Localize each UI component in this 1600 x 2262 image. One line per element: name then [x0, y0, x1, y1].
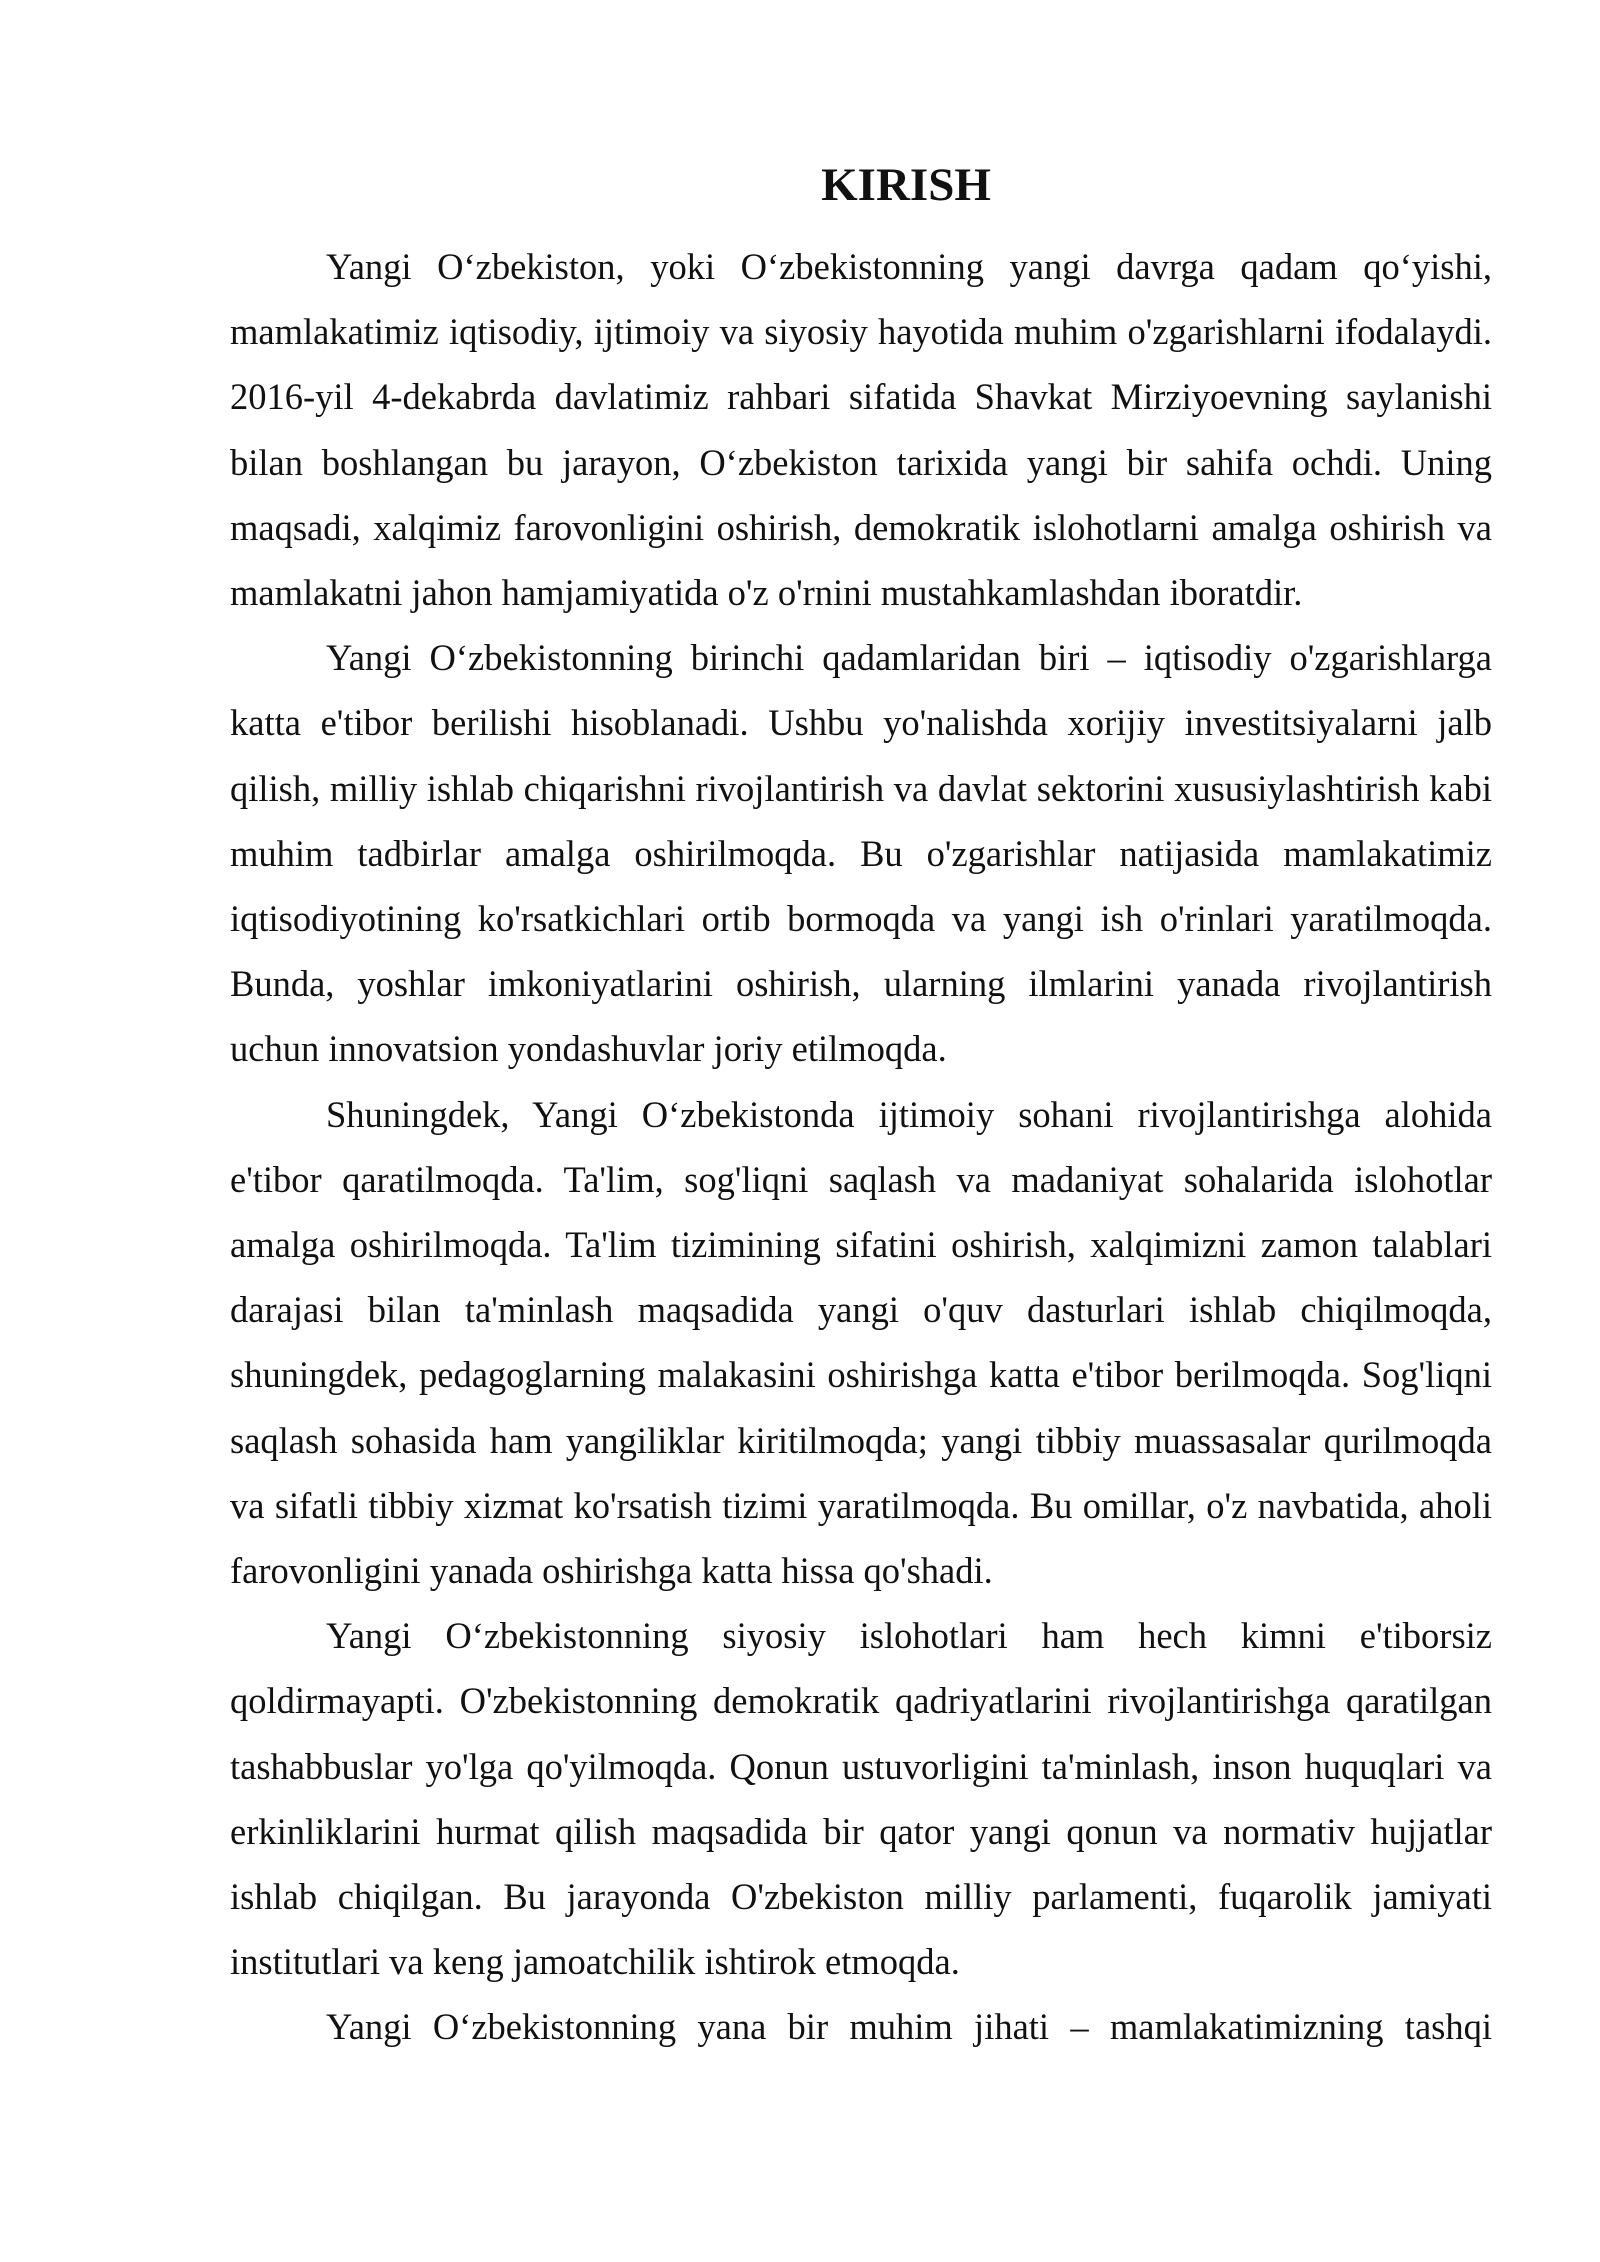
document-body: [230, 140, 1492, 2060]
paragraph-4: Yangi O‘zbekistonning siyosiy islohotlari ham hech kimni e'tiborsiz qoldirmayapti. O'zbekistonning demokratik qadriyatlarini rivojlantirishga qaratilgan tashabbuslar yo'lga qo'yilmoqda. Qonun ustuvorligini ta'minlash, inson huquqlari va erkinliklarini hurmat qilish maqsadida bir qator yangi qonun va normativ hujjatlar ishlab chiqilgan. Bu jarayonda O'zbekiston milliy parlamenti, fuqarolik jamiyati institutlari va keng jamoatchilik ishtirok etmoqda.: [230, 1615, 1492, 1983]
paragraph-2: Yangi O‘zbekistonning birinchi qadamlaridan biri – iqtisodiy o'zgarishlarga katta e'tibor berilishi hisoblanadi. Ushbu yo'nalishda xorijiy investitsiyalarni jalb qilish, milliy ishlab chiqarishni rivojlantirish va davlat sektorini xususiylashtirish kabi muhim tadbirlar amalga oshirilmoqda. Bu o'zgarishlar natijasida mamlakatimiz iqtisodiyotining ko'rsatkichlari ortib bormoqda va yangi ish o'rinlari yaratilmoqda. Bunda, yoshlar imkoniyatlarini oshirish, ularning ilmlarini yanada rivojlantirish uchun innovatsion yondashuvlar joriy etilmoqda.: [230, 637, 1492, 1070]
page-title: KIRISH: [821, 159, 991, 211]
paragraph-5: Yangi O‘zbekistonning yana bir muhim jihati – mamlakatimizning tashqi: [326, 2006, 1492, 2048]
paragraph-3: Shuningdek, Yangi O‘zbekistonda ijtimoiy sohani rivojlantirishga alohida e'tibor qaratilmoqda. Ta'lim, sog'liqni saqlash va madaniyat sohalarida islohotlar amalga oshirilmoqda. Ta'lim tizimining sifatini oshirish, xalqimizni zamon talablari darajasi bilan ta'minlash maqsadida yangi o'quv dasturlari ishlab chiqilmoqda, shuningdek, pedagoglarning malakasini oshirishga katta e'tibor berilmoqda. Sog'liqni saqlash sohasida ham yangiliklar kiritilmoqda; yangi tibbiy muassasalar qurilmoqda va sifatli tibbiy xizmat ko'rsatish tizimi yaratilmoqda. Bu omillar, o'z navbatida, aholi farovonligini yanada oshirishga katta hissa qo'shadi.: [230, 1093, 1492, 1592]
paragraph-1: Yangi O‘zbekiston, yoki O‘zbekistonning yangi davrga qadam qo‘yishi, mamlakatimiz iqtisodiy, ijtimoiy va siyosiy hayotida muhim o'zgarishlarni ifodalaydi. 2016-yil 4-dekabrda davlatimiz rahbari sifatida Shavkat Mirziyoevning saylanishi bilan boshlangan bu jarayon, O‘zbekiston tarixida yangi bir sahifa ochdi. Uning maqsadi, xalqimiz farovonligini oshirish, demokratik islohotlarni amalga oshirish va mamlakatni jahon hamjamiyatida o'z o'rnini mustahkamlashdan iboratdir.: [230, 246, 1492, 614]
